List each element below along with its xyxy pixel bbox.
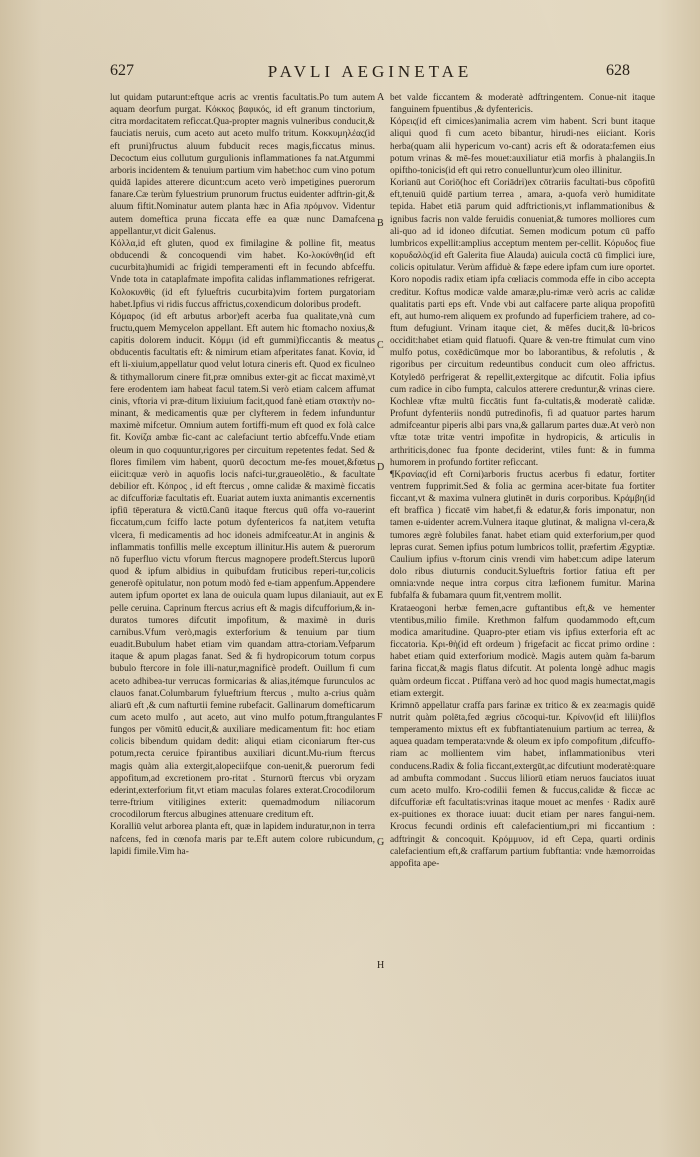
- section-marker-f: F: [377, 712, 383, 723]
- section-marker-d: D: [377, 462, 385, 473]
- section-marker-a: A: [377, 92, 385, 103]
- text-column-right: bet valde ficcantem & moderatè adftringentem. Conue-nit itaque fanguinem fpuentibus ,& dyfentericis. Κόρεις(id eft cimices)animalia acrem vim habent. Scri bunt itaque aliqui quod fi cum aceto bibantur, hirudi-nes eiiciant. Koris herba(quam alii hypericum vo-cant) acris eft & odorata:femen eius potum vrinas & mē-fes mouet:auxiliatur etiā morfis à phalangiis.In opiftho-tonicis(id eft qui retro conuelluntur)cum oleo illinitur. Korianū aut Coriō(hoc eft Coriādri)ex cōtrariis facultati-bus cōpofitū eft,tenuiū quidē partium terrea , amara, a-quofa verò humiditate tepida. Habet etiā parum quid adftrictionis,vt inflammationibus & ignibus facris non valde feruidis conueniat,& tumores molliores cum ali-quo ad id idoneo difcutiat. Semen modicum potum cū paffo lumbricos expellit:amplius acceptum mentem per-cellit. Κόρυδος fiue κορυδαλὸς(id eft Galerita fiue Alauda) auicula coctā cū fimplici iure, colicis opitulatur. Verùm affiduè & fæpe edere ipfam cum iure oportet. Koro nopodis radix etiam ipfa cœliacis commoda effe in cibo accepta creditur. Koftus modicæ valde amaræ,plu-rimæ verò acris ac calidæ qualitatis parti eps eft. Vnde vbi aut calfacere parte aliqua propofitū eft, aut humo-rem aliquem ex profundo ad fuperficiem trahere, ad co-ftum defugiunt. Vrinam itaque ciet, & mēfes ducit,& lū-bricos occidit:habet etiam quid flatuofi. Quare & ven-tre ftimulat cum vino mulfo potus, coxēdicūmque mor bo laborantibus, & refolutis , & rigoribus per circuitum redeuntibus conducit cum oleo affrictus. Kotyledō perfrigerat & repellit,extergitque ac difcutit. Folia ipfius cum radice in cibo fumpta, calculos atterere creduntur,& vrinas ciere. Kochleæ vftæ multū ficcātis funt fa-cultatis,& moderatè calidæ. Profunt dyfenteriis nondū putredinofis, fi ad quatuor partes harum admifceantur piperis albi pars vna,& gallarum partes duæ.At verò non vftæ totæ tritæ ventri impofitæ in hydropicis, & articulis in arthriticis,donec fua fponte deciderint, vtiles funt: & in fumma humorem in profundo fortiter reficcant. ¶Κρανίας(id eft Corni)arboris fructus acerbus fi edatur, fortiter ventrem fupprimit.Sed & folia ac germina acer-bitate fua fortiter ficcant,vt & maxima vulnera glutinēt in duris corporibus. Κράμβη(id eft braffica ) ficcatē vim habet,fi & edatur,& foris imponatur, non tamen e-uidenter acrem.Vulnera itaque glutinat, & maligna vl-cera,& tumores ægrè folubiles fanat. habet etiam quid exterforium,per quod lepras curat. Semen ipfius potum lumbricos tollit, præfertim Ægyptiæ. Caulium ipfius v-ftorum cinis vrendi vim habet:cum adipe laterum dolo ribus diuturnis conducit.Sylueftris fortior fatiua eft per omnia:vnde neque intra corpus citra læfionem fumitur. Marina fubfalfa & fubamara quum fit,ventrem mollit. Krataeogoni herbæ femen,acre guftantibus eft,& ve hementer vtentibus,milio fimile. Krethmon falfum quodammodo eft,cum modica amaritudine. Quapro-pter etiam vis ipfius exterforia eft ac ficcatoria. Κρι-θὴ(id eft ordeum ) frigefacit ac ficcat primo ordine : habet etiam quid exterforium modicè. Magis autem quàm fa-barum farina ficcat,& magis flatus difcutit. At polenta longè adhuc magis quàm ordeum ficcat . Ptiffana verò ad hoc quod magis humectat,magis etiam extergit. Krimnō appellatur craffa pars farinæ ex tritico & ex zea:magis quidē nutrit quàm polēta,fed ægrius cōcoqui-tur. Κρίνον(id eft lilii)flos temperamento mixtus eft ex fubftantiatenuium partium ac terrea, & aquea quadam temperata:vnde & oleum ex ipfo compofitum ,difcuffo-riam ac mollientem vim habet, inflammationibus vteri conducens.Radix & folia ficcant,extergūt,ac difcutiunt moderatè:quare ad ambufta commodant . Succus liliorū etiam neruos fauciatos iuuat cum aceto mulfo. Kro-codilii femen & fuccus,calidæ & ficcæ ac difcufforiæ eft facultatis:vrinas itaque mouet ac menfes · Radix aurē ex-puitiones ex thorace iuuat: ducit etiam per nares fangui-nem. Krocus fecundi ordinis eft calefacientium,pri mi ficcantium : adftringit & concoquit. Κρόμμυον, id eft Cepa, quarti ordinis calefacientium eft,& craffarum partium fubftantia: vnde hæmorroidas appofita ape-: [390, 93, 655, 869]
- page-number-left: 627: [110, 62, 134, 79]
- page-header: [110, 62, 630, 88]
- text-column-left: lut quidam putarunt:eftque acris ac vrentis facultatis.Po tum autem aquam deorfum purgat. Κόκκος βαφικός, id eft granum tinctorium, citra mordacitatem reficcat.Qua-propter magnis vulneribus conducit,& fauciatis neruis, cum aceto aut aceto mulfo tritum. Κοκκυμηλέας(id eft pruni)fructus aluum fubducit reces magis,ficcatus minus. Decoctum eius collutum gurgulionis inflammationes fa nat.Atgummi arboris incidentem & tenuium partium vim habet:hoc cum vino potum quidā lapides atterere dicunt:cum aceto verò impetigines puerorum fanare.Cæ terùm fyluestrium prunorum fructus euidenter adftrin-git,& aluum fiftit.Nominatur autem planta hæc in Afia πρόμνον. Videntur autem domeftica pruna ficcata effe ea quæ nunc Damafcena appellantur,vt dicit Galenus. Κόλλα,id eft gluten, quod ex fimilagine & polline fit, meatus obducendi & concoquendi vim habet. Κο-λοκύνθη(id eft cucurbita)humidi ac frigidi temperamenti eft in fecundo abfceffu. Vnde tota in cataplafmate impofita calidas inflammationes refrigerat. Κολοκυνθὶς (id eft fylueftris cucurbita)vim fortem purgatoriam habet.Ipfius vi ridis fuccus affrictus,coxendicum doloribus prodeft. Κόμαρος (id eft arbutus arbor)eft acerba fua qualitate,vnà cum fructu,quem Memycelon appellant. Eft autem hic ftomacho noxius,& capitis dolorem inducit. Κόμμι (id eft gummi)ficcantis & meatus obducentis facultatis eft: & nimirum etiam afperitates fanat. Κονία, id eft li-xiuium,appellatur quod velut lotura cineris eft. Quod ex ficulneo & tithymallorum cinere fit,præ omnibus exter-git ac ficcat maximè,vt fere erodentem iam habeat facul tatem.Si verò etiam calcem affumat cinis, vftoria vi præ-ditum lixiuium facit,quod fanè etiam στακτὴν no-minant, & medicamentis quæ per clyfterem in fedem infunduntur maximè mifcetur. Omnium autem fortiffi-mum eft quod ex folà calce fit. Κονίζα ambæ fic-cant ac calefaciunt tertio abfceffu.Vnde etiam oleum in quo coquuntur,rigores per circuitum repetentes fedat. Sed & flores fimilem vim habent, quorū decoctum me-fes mouet,&fœtus eiicit:quæ verò in aquofis locis nafci-tur,graueolētio., & facultate debilior eft. Κόπρος , id eft ftercus , omne calidæ & maximè ficcatis ac difcufforiæ facultatis eft. Euariat autem iuxta animantis excernentis ipfiū tēperatura & victū.Canū itaque ftercus quū offa vo-rauerint ficcatum,cum fciffo lacte potum dyfentericos fa nat,item vetufta vlcera, fi medicamentis ad hoc idoneis admifceatur.At in anginis & inflammatis tonfillis melle exceptum illinitur.His autem & puerorum nō fuperfluo victu vforum ftercus magnopere prodeft.Stercus luporū quod & ipfum albidius in quibufdam fruticibus reperi-tur,colicis generofè opitulatur, non potum modò fed e-tiam appenfum.Appendere autem ipfum oportet ex lana de ouicula quam lupus dilaniauit, aut ex pelle ceruina. Caprinum ftercus acrius eft & magis difcufforium,& in-duratos tumores difcutit impofitum, & maximè in duris carnibus.Vfum verò,magis exterforium & tenuium par tium euadit.Bubulum habet etiam vim quandam attra-ctoriam.Vefparum itaque & apum plagas fanat. Sed & fi hydropicorum totum corpus bubulo ftercore in fole illi-natur,magnificè prodeft. Ouillum fi cum aceto adhibea-tur verrucas formicarias & alias,itémque furunculos ac clauos fanat.Columbarum fylueftrium ftercus , multo a-crius quàm aliarū eft ,& cum nafturtii femine rubefacit. Gallinarum domefticarum cum aceto mulfo , aut aceto, aut vino mulfo potum,ftrangulantes fungos per vōmitū educit,& auxiliare medicamentum fit: hoc etiam colicis bibendum quidam dedit: aliqui etiam ciconiarum fter-cus potum,recta ceruice fpirantibus auxiliari dicunt.Mu-rium ftercus magis quàm alia extergit,alopeciifque con-uenit,& puerorum fedi appofitum,ad excretionem pro-ritat . Sturnorū ftercus vbi oryzam ederint,exterforium fit,vt etiam maculas folares exterat.Crocodilorum terre-ftrium vitiligines exterit: quemadmodum niliacorum crocodilorum ftercus albugines attenuare creditum eft. Koralliū velut arborea planta eft, quæ in lapidem induratur,non in terra nafcens, fed in cœnofa maris par te.Eft autem colore rubicundum, lapidi fimile.Vim ha-: [110, 93, 375, 857]
- section-marker-c: C: [377, 340, 384, 351]
- section-marker-b: B: [377, 218, 384, 229]
- page-number-right: 628: [606, 62, 630, 79]
- section-marker-h: H: [377, 960, 385, 971]
- section-marker-gutter: [377, 0, 389, 1157]
- section-marker-e: E: [377, 590, 384, 601]
- section-marker-g: G: [377, 837, 385, 848]
- running-title: PAVLI AEGINETAE: [267, 62, 473, 81]
